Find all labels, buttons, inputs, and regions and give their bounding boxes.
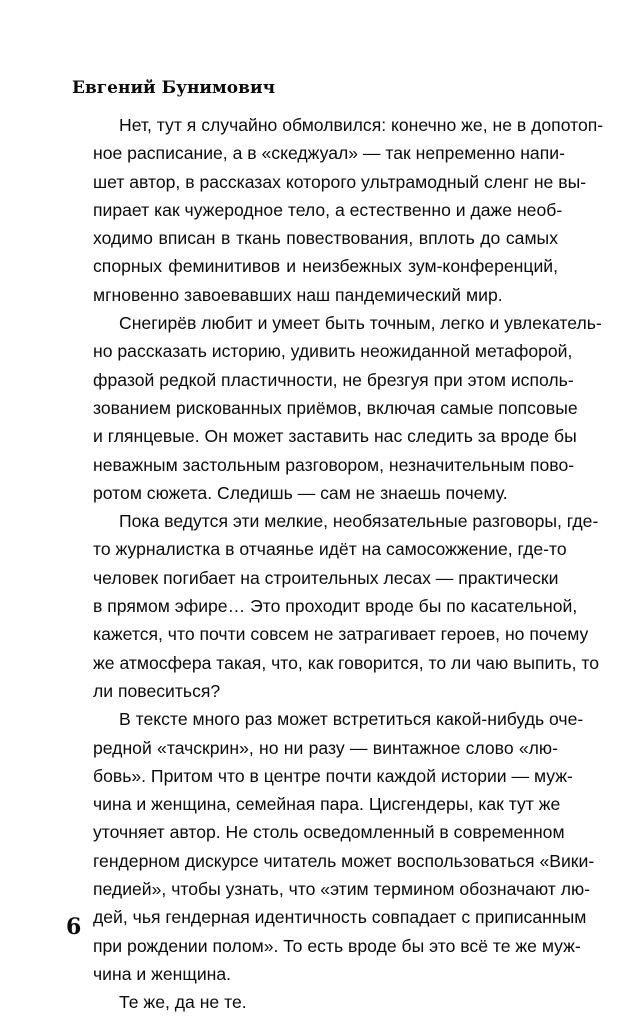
text-line: ходимо вписан в ткань повествования, вплоть до самых	[93, 228, 558, 249]
text-line: шет автор, в рассказах которого ультрамодный сленг не вы-	[93, 171, 587, 192]
paragraph	[93, 988, 558, 1016]
text-line: Пока ведутся эти мелкие, необязательные разговоры, где-	[119, 511, 599, 532]
paragraph	[93, 507, 600, 705]
text-line: гендерном дискурсе читатель может воспользоваться «Вики-	[93, 850, 595, 871]
text-line: редной «тачскрин», но ни разу — винтажное слово «лю-	[93, 737, 558, 758]
paragraph	[93, 309, 602, 507]
text-line: кажется, что почти совсем не затрагивает героев, но почему	[93, 624, 589, 645]
text-line: ное расписание, а в «скеджуал» — так непременно напи-	[93, 143, 565, 164]
page-number: 6	[66, 914, 82, 940]
text-line: Снегирёв любит и умеет быть точным, легко и увлекатель-	[119, 313, 602, 334]
text-line: в прямом эфире… Это проходит вроде бы по касательной,	[93, 596, 578, 617]
text-line: Те же, да не те.	[119, 992, 247, 1013]
paragraph	[93, 705, 595, 988]
text-line: зованием рискованных приёмов, включая самые попсовые	[93, 397, 578, 418]
text-line: бовь». Притом что в центре почти каждой истории — муж-	[93, 765, 573, 786]
text-line: педией», чтобы узнать, что «этим термином обозначают лю-	[93, 879, 591, 900]
text-line: дей, чья гендерная идентичность совпадает с приписанным	[93, 907, 587, 928]
text-line: Нет, тут я случайно обмолвился: конечно же, не в допотоп-	[119, 115, 604, 135]
text-line: мгновенно завоевавших наш пандемический мир.	[93, 284, 503, 305]
text-line: человек погибает на строительных лесах — практически	[93, 567, 559, 588]
text-line: спорных феминитивов и неизбежных зум-конференций,	[93, 256, 558, 277]
text-line: неважным застольным разговором, незначительным пово-	[93, 454, 575, 475]
text-line: же атмосфера такая, что, как говорится, то ли чаю выпить, то	[93, 652, 600, 673]
text-line: то журналистка в отчаянье идёт на самосожжение, где-то	[93, 539, 567, 560]
text-line: пирает как чужеродное тело, а естественно и даже необ-	[93, 199, 563, 220]
text-line: ротом сюжета. Следишь — сам не знаешь почему.	[93, 482, 508, 503]
text-line: фразой редкой пластичности, не брезгуя при этом исполь-	[93, 369, 574, 390]
text-line: при рождении полом». То есть вроде бы это всё те же муж-	[93, 935, 581, 956]
text-line: В тексте много раз может встретиться какой-нибудь оче-	[119, 709, 584, 730]
text-line: чина и женщина.	[93, 963, 232, 984]
text-line: ли повеситься?	[93, 680, 221, 701]
paragraph	[93, 111, 604, 309]
text-line: и глянцевые. Он может заставить нас следить за вроде бы	[93, 426, 577, 447]
text-line: уточняет автор. Не столь осведомленный в современном	[93, 822, 565, 843]
text-line: но рассказать историю, удивить неожиданной метафорой,	[93, 341, 573, 362]
body-text	[93, 111, 604, 1017]
text-line: чина и женщина, семейная пара. Цисгендеры, как тут же	[93, 794, 561, 815]
running-head-author: Евгений Бунимович	[72, 78, 276, 98]
